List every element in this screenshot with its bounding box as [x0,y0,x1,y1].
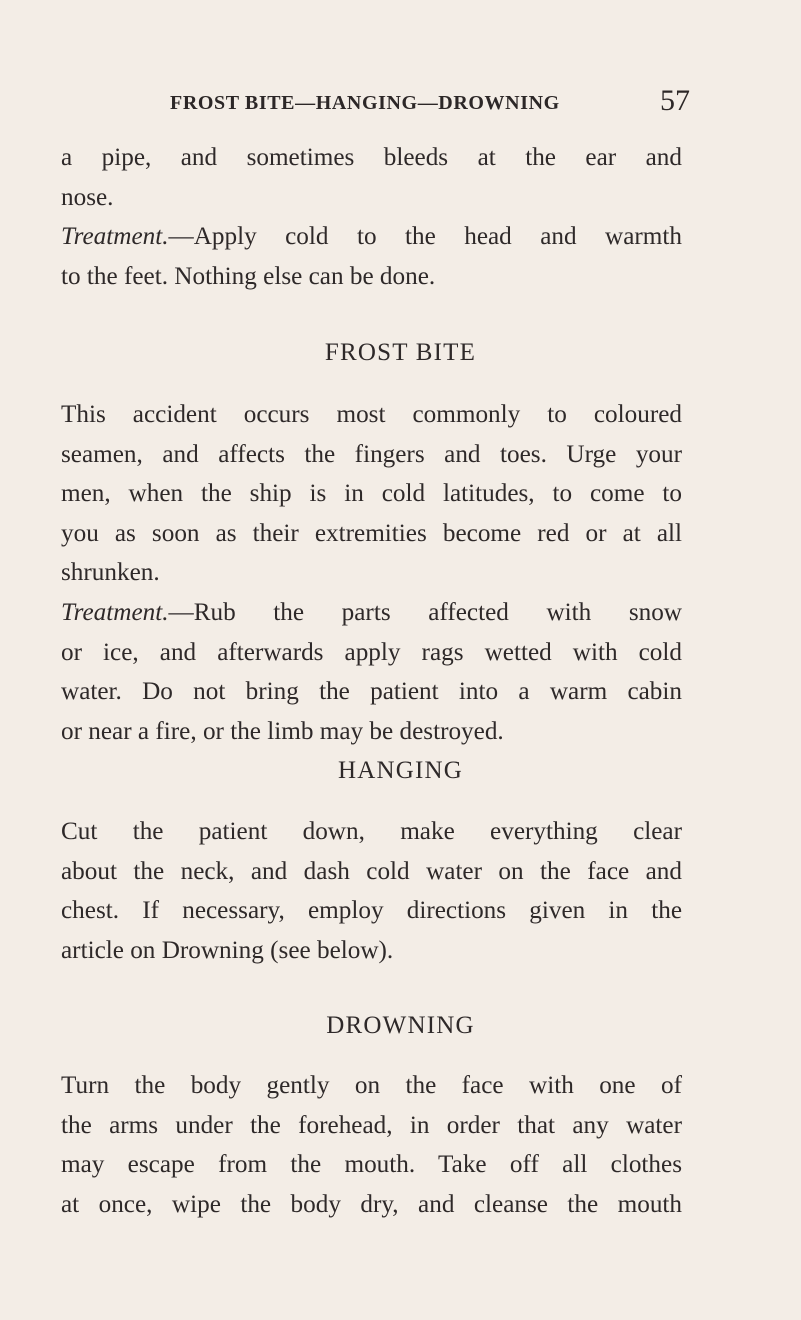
text-line: to the feet. Nothing else can be done. [61,262,436,290]
treatment-label: Treatment. [61,223,169,251]
text-line: or near a fire, or the limb may be destroyed. [61,717,504,745]
text-line: the arms under the forehead, in order that any water [61,1111,682,1139]
text-line: Turn the body gently on the face with one of [61,1072,682,1099]
text-line: This accident occurs most commonly to coloured [61,401,682,428]
running-title: FROST BITE—HANGING—DROWNING [170,92,560,114]
section-heading-drowning: DROWNING [326,1012,475,1039]
section-heading-hanging: HANGING [337,757,464,784]
section-heading-frost-bite: FROST BITE [324,339,477,366]
text-line: Cut the patient down, make everything clear [61,818,682,845]
text-line: or ice, and afterwards apply rags wetted with cold [61,638,682,666]
text-line: water. Do not bring the patient into a warm cabin [61,678,682,706]
text-line [61,217,682,257]
drowning-paragraph [61,1066,682,1224]
frost-bite-paragraph [61,395,682,751]
text-line: a pipe, and sometimes bleeds at the ear and [61,144,682,171]
treatment-label: Treatment. [61,598,169,626]
text-line: seamen, and affects the fingers and toes. Urge your [61,440,682,468]
text-line: about the neck, and dash cold water on the face and [61,857,682,885]
text-fragment: —Rub the parts affected with snow [168,598,682,626]
hanging-paragraph [61,812,682,970]
text-line [61,593,682,633]
text-line: shrunken. [61,559,160,587]
running-head [170,84,690,132]
text-line: nose. [61,183,114,211]
intro-paragraph [61,138,682,296]
text-line: you as soon as their extremities become red or at all [61,519,682,547]
text-fragment: —Apply cold to the head and warmth [168,223,682,251]
text-line: at once, wipe the body dry, and cleanse the mouth [61,1190,682,1218]
page-number: 57 [660,84,690,117]
text-line: chest. If necessary, employ directions given in the [61,897,682,925]
text-line: may escape from the mouth. Take off all clothes [61,1151,682,1179]
text-line: article on Drowning (see below). [61,936,394,964]
text-line: men, when the ship is in cold latitudes, to come to [61,480,682,508]
